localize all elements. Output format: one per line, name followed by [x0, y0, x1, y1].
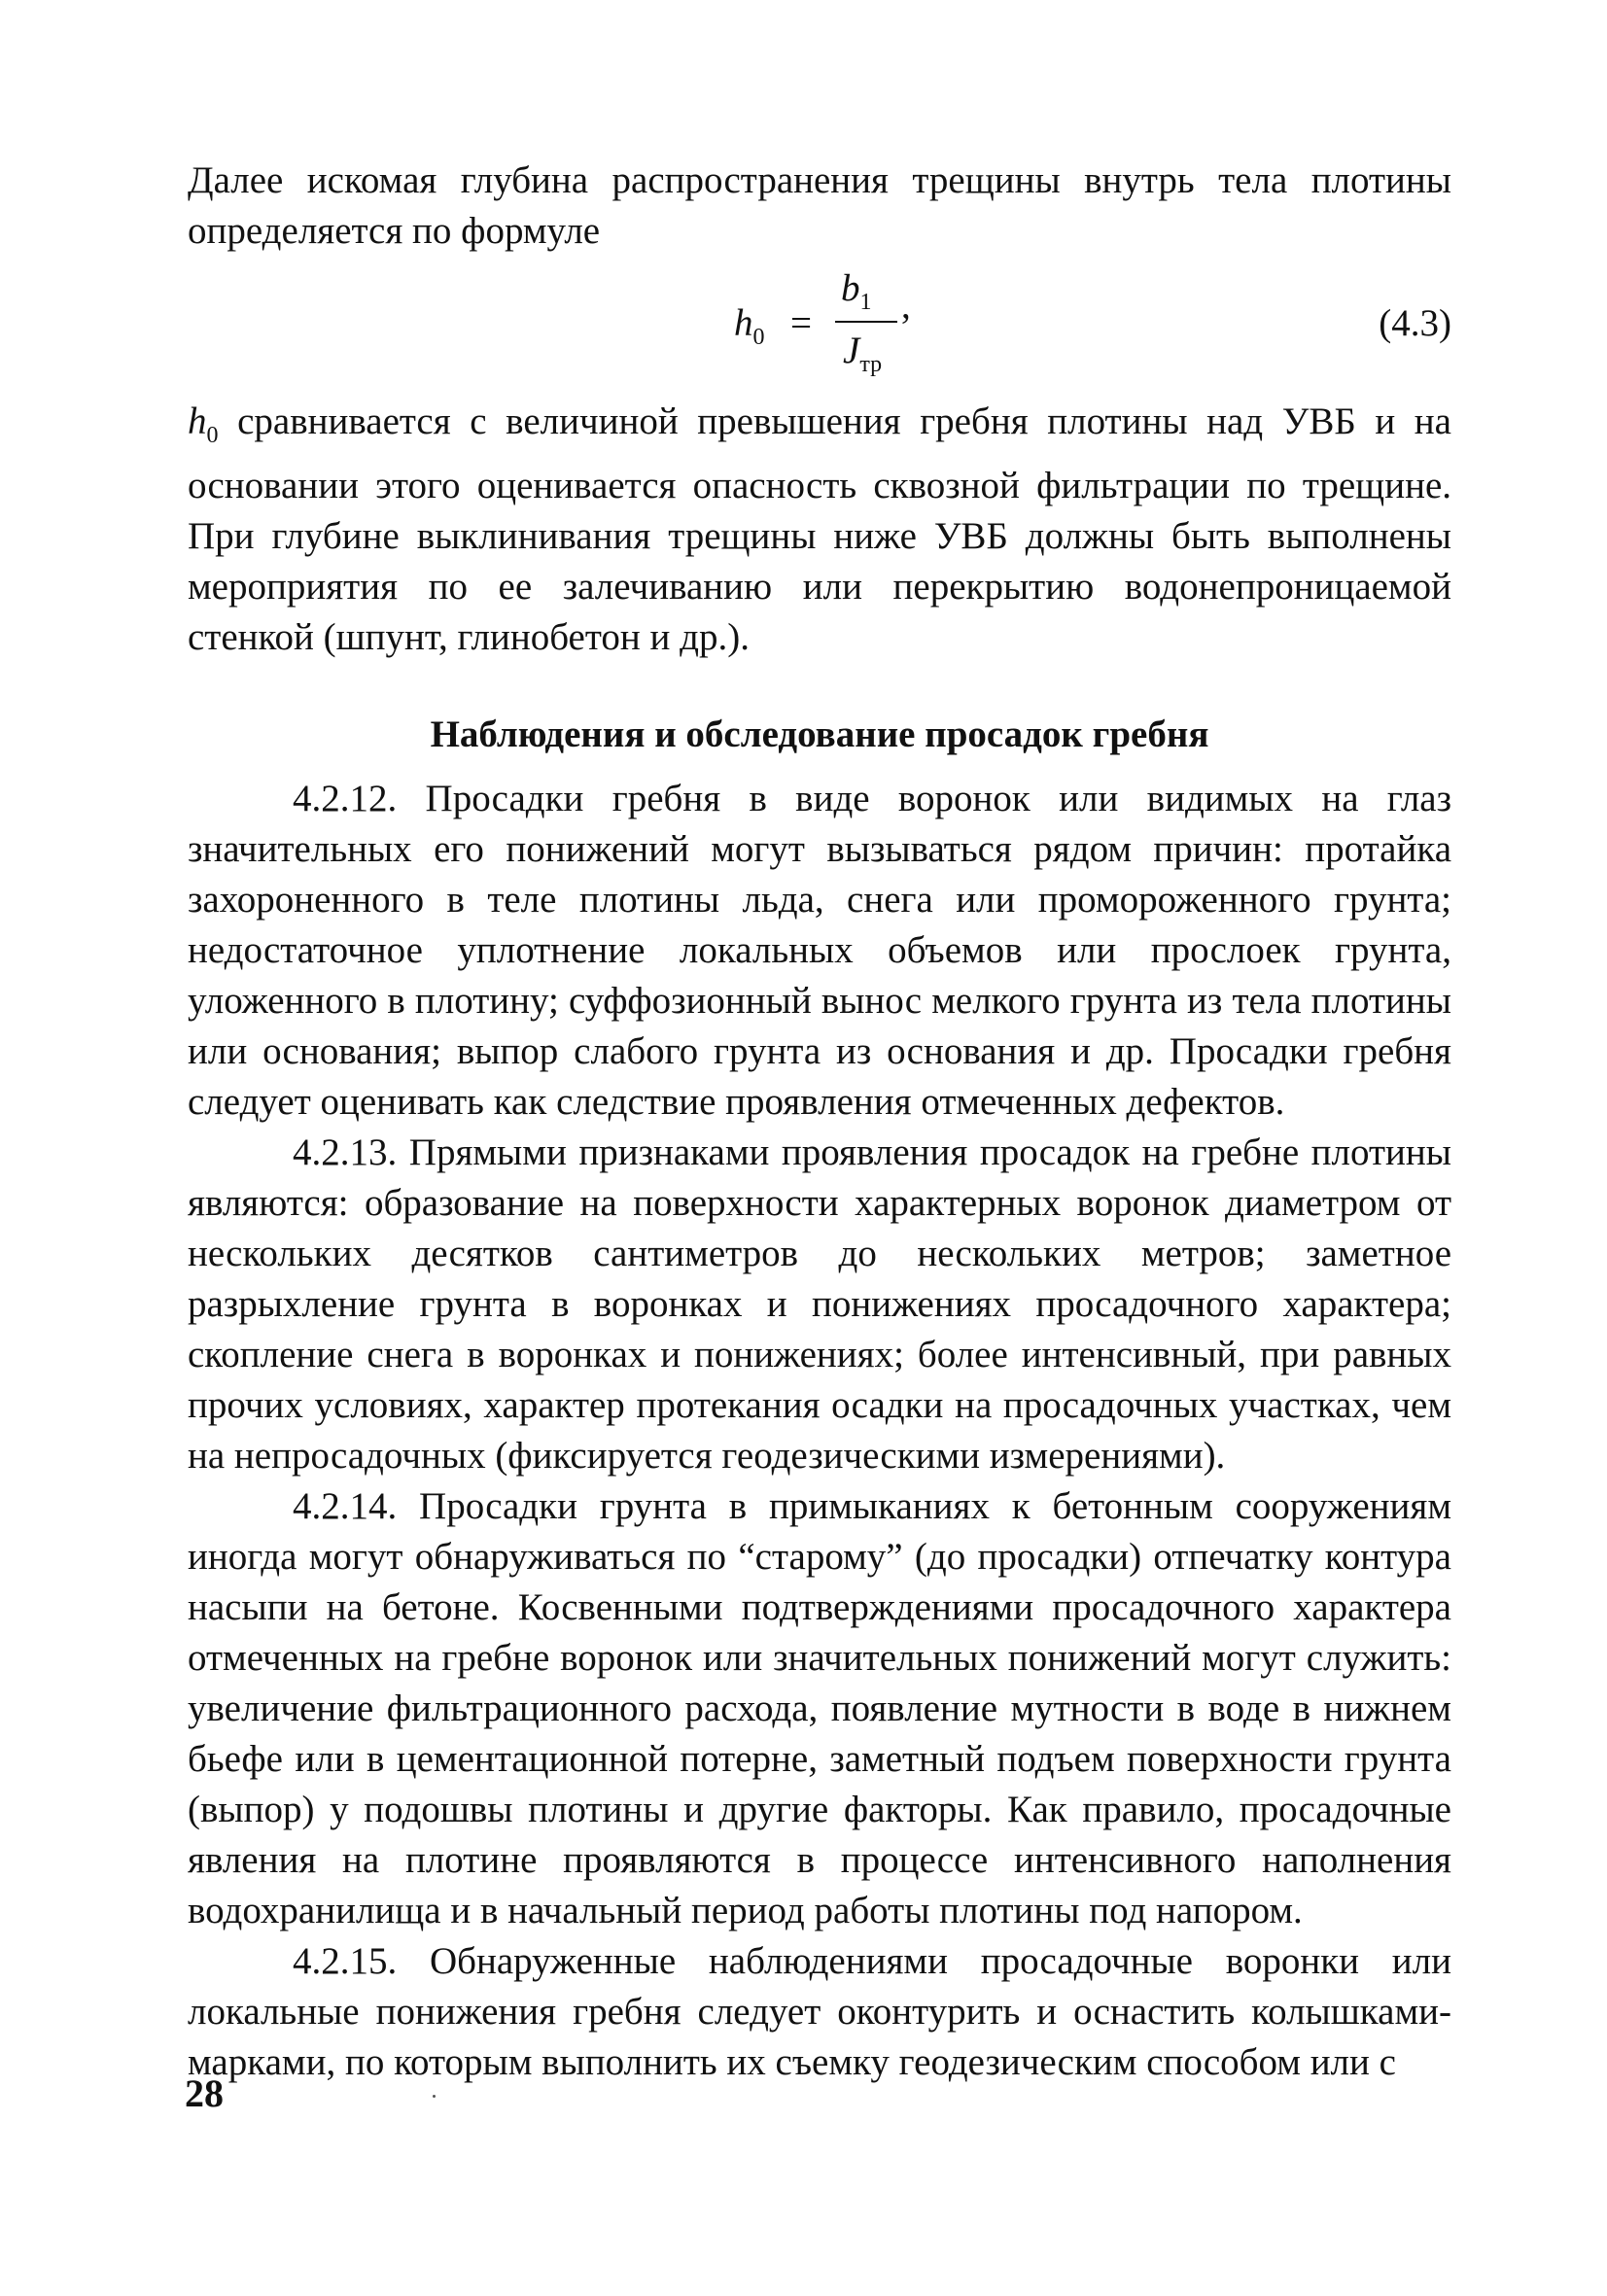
formula-lhs: $h_0$	[734, 302, 765, 350]
formula	[734, 266, 919, 383]
page-number: 28	[185, 2071, 224, 2115]
paragraph-4-2-12: 4.2.12. Просадки гребня в виде воронок или видимых на глаз значительных его понижений могут вызываться рядом причин: протайка захороненного в теле плотины льда, снега или промороженного грунта; недостаточное уплотнение локальных объемов или прослоек грунта, уложенного в плотину; суффозионный вынос мелкого грунта из тела плотины или основания; выпор слабого грунта из основания и др. Просадки гребня следует оценивать как следствие проявления отмеченных дефектов.	[188, 777, 1451, 1123]
formula-number: (4.3)	[1379, 302, 1451, 344]
paragraph-4-2-14: 4.2.14. Просадки грунта в примыканиях к бетонным сооружениям иногда могут обнаруживаться по “старому” (до просадки) отпечатку контура насыпи на бетоне. Косвенными подтверждениями просадочного характера отмеченных на гребне воронок или значительных понижений могут служить: увеличение фильтрационного расхода, появление мутности в воде в нижнем бьефе или в цементационной потерне, заметный подъем поверхности грунта (выпор) у подошвы плотины и другие факторы. Как правило, просадочные явления на плотине проявляются в процессе интенсивного наполнения водохранилища и в начальный период работы плотины под напором.	[188, 1484, 1451, 1931]
paragraph-4-2-13: 4.2.13. Прямыми признаками проявления просадок на гребне плотины являются: образование на поверхности характерных воронок диаметром от нескольких десятков сантиметров до нескольких метров; заметное разрыхление грунта в воронках и понижениях просадочного характера; скопление снега в воронках и понижениях; более интенсивный, при равных прочих условиях, характер протекания осадки на просадочных участках, чем на непросадочных (фиксируется геодезическими измерениями).	[188, 1131, 1451, 1477]
fraction-bar	[835, 321, 897, 323]
formula-denominator: $J_{тр}$	[843, 330, 883, 377]
scan-speck	[433, 2095, 436, 2098]
page-content	[188, 156, 1451, 2088]
paragraph-4-2-15: 4.2.15. Обнаруженные наблюдениями просадочные воронки или локальные понижения гребня следует оконтурить и оснастить колышками-марками, по которым выполнить их съемку геодезическим способом или с	[188, 1939, 1451, 2083]
formula-equals: =	[790, 302, 812, 344]
intro-paragraph: Далее искомая глубина распространения трещины внутрь тела плотины определяется по формуле	[188, 159, 1451, 252]
formula-comma: ,	[901, 285, 911, 327]
section-heading: Наблюдения и обследование просадок гребня	[430, 713, 1209, 755]
h0-symbol: $h_0$	[188, 400, 219, 448]
formula-numerator: $b_1$	[841, 267, 872, 315]
formula-block	[188, 261, 1451, 387]
formula-explanation: $h_0$ сравнивается с величиной превышения гребня плотины над УВБ и на основании этого оценивается опасность сквозной фильтрации по трещине. При глубине выклинивания трещины ниже УВБ должны быть выполнены мероприятия по ее залечиванию или перекрытию водонепроницаемой стенкой (шпунт, глинобетон и др.).	[188, 400, 1451, 658]
